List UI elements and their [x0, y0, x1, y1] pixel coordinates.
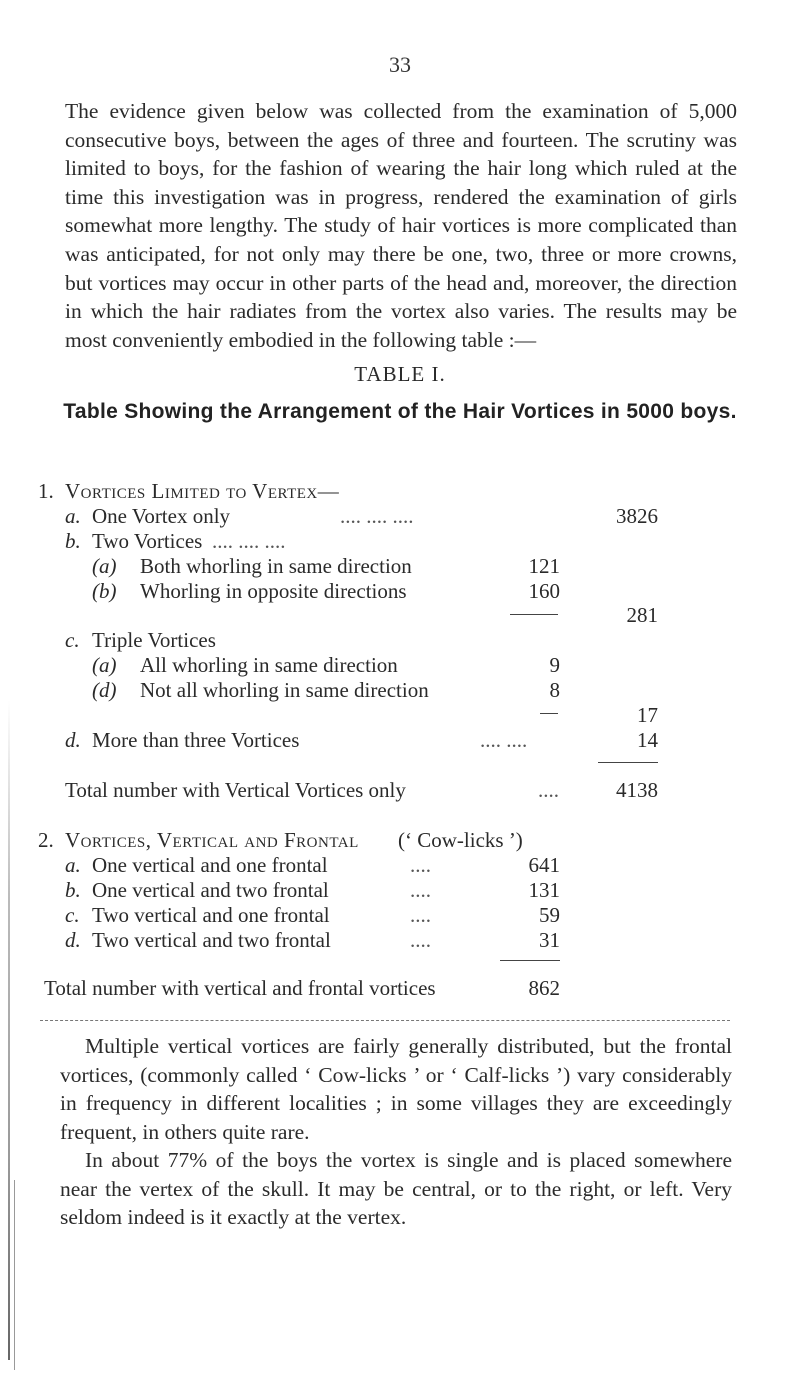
item-letter: b. [65, 529, 81, 553]
subitem-value: 8 [549, 678, 560, 702]
item-letter: c. [65, 903, 80, 927]
item-letter: b. [65, 878, 81, 902]
sum-rule [500, 960, 560, 961]
leader-dots: .... [538, 778, 559, 802]
subitem-value: 9 [549, 653, 560, 677]
item-label: Two Vortices [92, 529, 203, 553]
leader-dots: .... [410, 903, 431, 927]
grand-total: 862 [528, 976, 560, 1000]
item-total: 14 [637, 728, 658, 752]
item-label: One vertical and two frontal [92, 878, 329, 902]
grand-total: 4138 [616, 778, 658, 802]
item-total: 3826 [616, 504, 658, 528]
item-label: One vertical and one frontal [92, 853, 328, 877]
section-number: 2. [38, 828, 54, 852]
sum-rule [540, 713, 558, 714]
subitem-marker: (d) [92, 678, 117, 702]
item-label: Triple Vortices [92, 628, 216, 652]
subitem-label: Both whorling in same direction [140, 554, 412, 578]
subitem-label: Whorling in opposite directions [140, 579, 407, 603]
item-label: One Vortex only [92, 504, 231, 528]
subitem-label: All whorling in same direction [140, 653, 398, 677]
scan-margin-shadow-inner [14, 1180, 15, 1370]
item-value: 131 [528, 878, 560, 902]
subitem-marker: (b) [92, 579, 117, 603]
subitem-value: 160 [528, 579, 560, 603]
item-letter: a. [65, 853, 81, 877]
leader-dots: .... .... [480, 728, 528, 752]
item-value: 31 [539, 928, 560, 952]
paragraph-cowlicks: Multiple vertical vortices are fairly generally distributed, but the frontal vortices, (commonly called ‘ Cow-licks ’ or ‘ Calf-licks ’) vary considerably in frequency in different localities ; in some villages they are exceedingly frequent, in others quite rare. [60, 1034, 732, 1144]
table-caption: Table Showing the Arrangement of the Hair Vortices in 5000 boys. [63, 400, 737, 423]
item-total: 281 [626, 603, 658, 627]
item-label: Two vertical and two frontal [92, 928, 331, 952]
section-divider [40, 1020, 730, 1021]
subitem-marker: (a) [92, 653, 117, 677]
item-label: Two vertical and one frontal [92, 903, 330, 927]
leader-dots: .... [410, 928, 431, 952]
leader-dots: .... .... .... [212, 529, 286, 553]
page-number: 33 [389, 52, 411, 77]
item-letter: c. [65, 628, 80, 652]
section-heading: Vortices, Vertical and Frontal [65, 828, 359, 852]
sum-rule [510, 614, 558, 615]
subitem-marker: (a) [92, 554, 117, 578]
section-heading-note: (‘ Cow-licks ’) [398, 828, 523, 852]
subitem-value: 121 [528, 554, 560, 578]
table-label: TABLE I. [354, 362, 446, 386]
paragraph-single-vortex: In about 77% of the boys the vortex is single and is placed somewhere near the vertex of the skull. It may be central, or to the right, or left. Very seldom indeed is it exactly at the vertex. [60, 1148, 732, 1230]
total-label: Total number with vertical and frontal vortices [44, 976, 436, 1000]
item-letter: d. [65, 728, 81, 752]
item-value: 641 [528, 853, 560, 877]
leader-dots: .... [410, 878, 431, 902]
scan-margin-shadow [8, 700, 10, 1360]
item-label: More than three Vortices [92, 728, 300, 752]
item-total: 17 [637, 703, 658, 727]
intro-paragraph: The evidence given below was collected from the examination of 5,000 consecutive boys, between the ages of three and fourteen. The scrutiny was limited to boys, for the fashion of wearing the hair long which ruled at the time this investigation was in progress, rendered the examination of girls somewhat more lengthy. The study of hair vortices is more complicated than was anticipated, for not only may there be one, two, three or more crowns, but vortices may occur in other parts of the head and, moreover, the direction in which the hair radiates from the vortex also varies. The results may be most conveniently embodied in the following table :— [65, 99, 737, 352]
section-heading: Vortices Limited to Vertex— [65, 479, 340, 503]
sum-rule [598, 762, 658, 763]
item-letter: a. [65, 504, 81, 528]
section-number: 1. [38, 479, 54, 503]
leader-dots: .... [410, 853, 431, 877]
item-letter: d. [65, 928, 81, 952]
total-label: Total number with Vertical Vortices only [65, 778, 406, 802]
leader-dots: .... .... .... [340, 504, 414, 528]
item-value: 59 [539, 903, 560, 927]
subitem-label: Not all whorling in same direction [140, 678, 429, 702]
